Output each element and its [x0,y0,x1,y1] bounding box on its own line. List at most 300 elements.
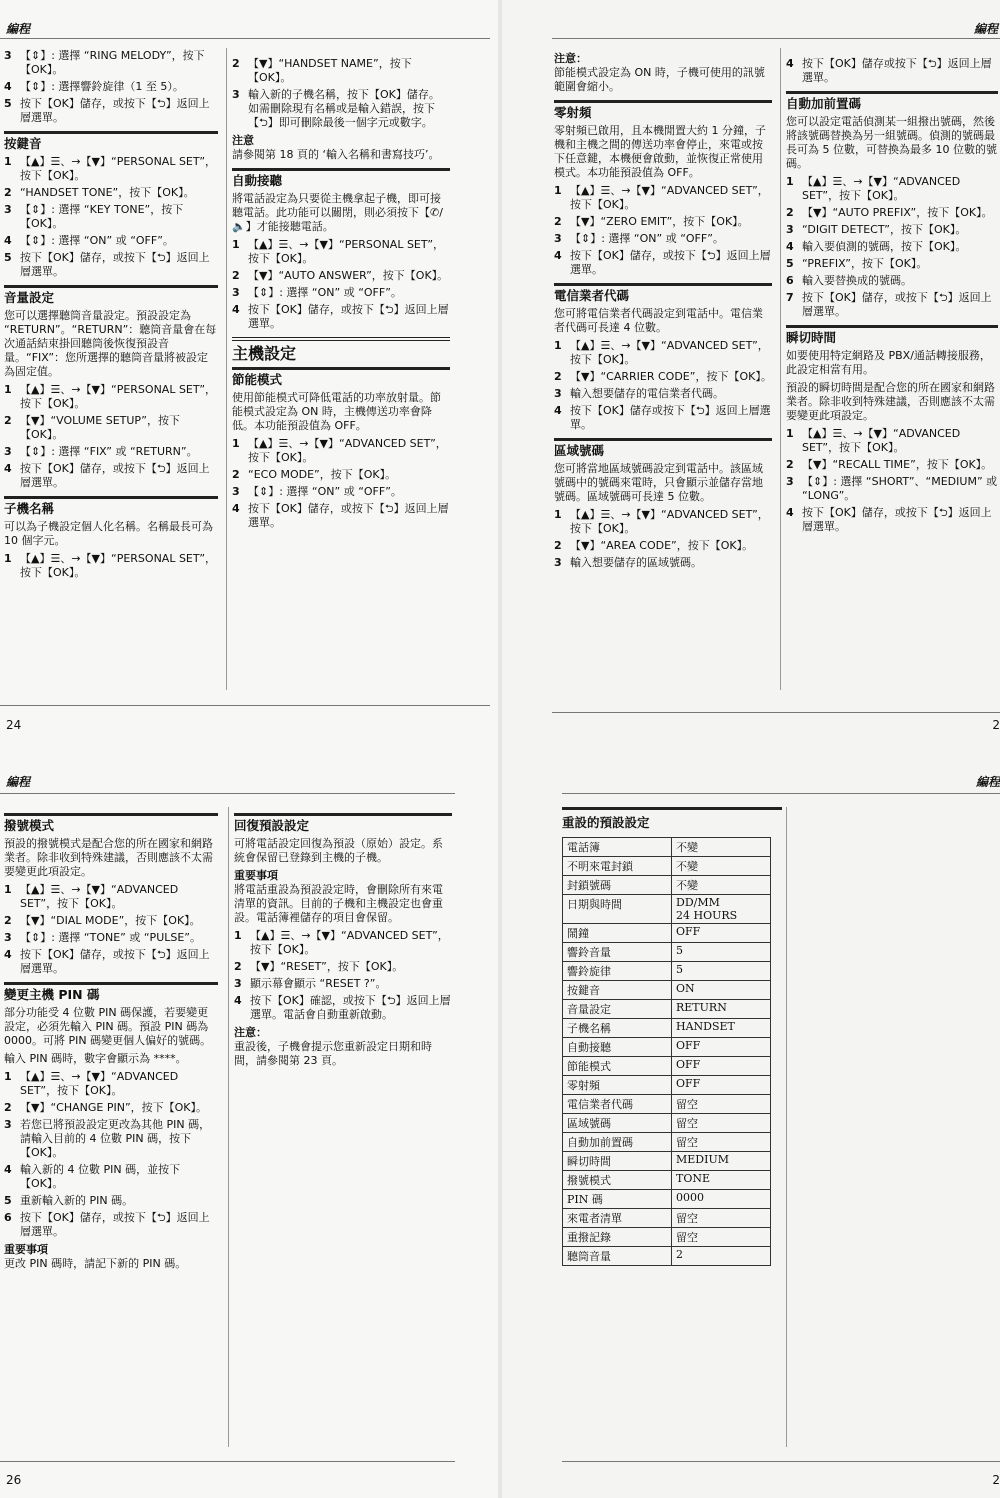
step-text: 【▲】☰、→【▼】“ADVANCED SET”，按下【OK】。 [20,883,179,910]
book-gutter [498,0,502,1498]
step-number: 3 [4,931,12,944]
default-value-cell: 留空 [672,1114,771,1133]
table-row [563,1247,771,1266]
instruction-step [4,1211,218,1239]
section-heading: 變更主機 PIN 碼 [4,982,218,1002]
step-number: 6 [786,274,794,287]
instruction-step [4,186,218,200]
step-text: 按下【OK】確認，或按下【⮌】返回上層選單。電話會自動重新啟動。 [250,994,451,1021]
instruction-step [786,291,998,319]
paragraph: 部分功能受 4 位數 PIN 碼保護，若要變更設定，必須先輸入 PIN 碼。預設 PIN 碼為 0000。可將 PIN 碼變更個人偏好的號碼。 [4,1006,212,1047]
step-text: 【▼】“CHANGE PIN”，按下【OK】。 [20,1101,208,1114]
step-number: 1 [554,508,562,521]
step-text: 按下【OK】儲存，或按下【⮌】返回上層選單。 [248,303,449,330]
paragraph: 重設後，子機會提示您重新設定日期和時間，請參閱第 23 頁。 [234,1040,432,1067]
section-heading: 主機設定 [232,337,450,361]
instruction-step [4,1194,218,1208]
instruction-step [4,552,218,580]
step-number: 2 [232,269,240,282]
page-number: 2 [992,1473,1000,1487]
step-number: 3 [232,88,240,101]
instruction-step [234,994,452,1022]
instruction-step [554,339,772,367]
column-divider [786,807,787,1447]
step-number: 4 [4,462,12,475]
paragraph: 零射頻已啟用，且本機閒置大約 1 分鐘，子機和主機之間的傳送功率會停止，來電或按下任意鍵，本機便會啟動，並恢復正常使用模式。本功能預設值為 OFF。 [554,124,766,179]
paragraph: 您可以設定電話偵測某一組撥出號碼，然後將該號碼替換為另一組號碼。偵測的號碼最長可為 5 位數，可替換為最多 10 位數的號碼。 [786,115,997,170]
instruction-step [232,437,450,465]
instruction-step [4,1118,218,1160]
step-number: 3 [234,977,242,990]
setting-name-cell: 自動接聽 [563,1038,672,1057]
instruction-step [786,57,998,85]
table-row [563,857,771,876]
step-text: 【⇕】: 選擇 “KEY TONE”，按下【OK】。 [20,203,184,230]
step-text: 重新輸入新的 PIN 碼。 [20,1194,134,1207]
step-number: 3 [232,286,240,299]
default-value-cell: 5 [672,962,771,981]
step-text: 輸入想要儲存的區域號碼。 [570,556,702,569]
step-text: “ECO MODE”，按下【OK】。 [248,468,397,481]
page-header: 編程 [975,775,1000,789]
paragraph: 如要使用特定網路及 PBX/通話轉接服務，此設定相當有用。 [786,349,991,376]
section-heading: 按鍵音 [4,131,218,151]
step-number: 1 [234,929,242,942]
step-text: 顯示幕會顯示 “RESET ?”。 [250,977,387,990]
paragraph: 節能模式設定為 ON 時，子機可使用的訊號範圍會縮小。 [554,66,765,93]
setting-name-cell: 日期與時間 [563,895,672,924]
step-text: 【▲】☰、→【▼】“ADVANCED SET”，按下【OK】。 [570,339,769,366]
step-number: 5 [4,97,12,110]
instruction-step [786,274,998,288]
step-number: 2 [234,960,242,973]
section-heading: 電信業者代碼 [554,283,772,303]
setting-name-cell: 電話簿 [563,838,672,857]
page-header: 編程 [6,22,31,36]
footer-rule [0,705,490,706]
instruction-step [4,49,218,77]
column-divider [226,48,227,690]
default-value-cell: 不變 [672,876,771,895]
paragraph: 將電話重設為預設設定時，會刪除所有來電清單的資訊。目前的子機和主機設定也會重設。電話簿裡儲存的項目會保留。 [234,883,443,924]
step-number: 2 [232,57,240,70]
step-number: 4 [232,502,240,515]
step-number: 1 [4,552,12,565]
note-heading: 注意： [554,52,587,65]
instruction-step [4,80,218,94]
default-value-cell: OFF [672,924,771,943]
default-value-cell: 留空 [672,1095,771,1114]
step-text: 按下【OK】儲存，或按下【⮌】返回上層選單。 [570,249,771,276]
step-number: 1 [4,155,12,168]
setting-name-cell: PIN 碼 [563,1190,672,1209]
footer-rule [552,712,1000,713]
section-heading: 零射頻 [554,100,772,120]
step-number: 2 [4,414,12,427]
instruction-step [786,223,998,237]
step-text: 按下【OK】儲存，或按下【⮌】返回上層選單。 [20,948,210,975]
header-rule [0,793,455,794]
section-heading: 自動接聽 [232,168,450,188]
paragraph: 請參閱第 18 頁的 ‘輸入名稱和書寫技巧’。 [232,148,440,161]
table-row [563,1019,771,1038]
instruction-step [232,238,450,266]
table-row [563,1133,771,1152]
step-number: 1 [786,427,794,440]
table-row [563,1057,771,1076]
step-number: 4 [554,404,562,417]
column-right [786,56,998,537]
step-text: 【▲】☰、→【▼】“ADVANCED SET”，按下【OK】。 [248,437,447,464]
setting-name-cell: 撥號模式 [563,1171,672,1190]
step-number: 2 [4,186,12,199]
table-row [563,1076,771,1095]
table-row [563,1171,771,1190]
reset-defaults-section [562,807,782,1266]
instruction-step [786,206,998,220]
step-number: 2 [4,1101,12,1114]
note-heading: 注意： [234,1026,267,1039]
instruction-step [554,249,772,277]
footer-rule [562,1461,1000,1462]
step-text: 輸入想要儲存的電信業者代碼。 [570,387,724,400]
default-value-cell: RETURN [672,1000,771,1019]
step-text: “DIGIT DETECT”，按下【OK】。 [802,223,967,236]
default-value-cell: TONE [672,1171,771,1190]
default-value-cell: 2 [672,1247,771,1266]
instruction-step [234,929,452,957]
default-value-cell: 留空 [672,1209,771,1228]
step-text: 【▼】“VOLUME SETUP”，按下【OK】。 [20,414,180,441]
step-text: 【▲】☰、→【▼】“PERSONAL SET”，按下【OK】。 [20,383,217,410]
page-number: 26 [6,1473,22,1487]
step-number: 4 [234,994,242,1007]
step-text: 【▼】“DIAL MODE”，按下【OK】。 [20,914,201,927]
step-number: 4 [786,240,794,253]
instruction-step [554,539,772,553]
setting-name-cell: 重撥記錄 [563,1228,672,1247]
column-right [232,56,450,533]
setting-name-cell: 封鎖號碼 [563,876,672,895]
column-left [4,48,218,583]
table-title: 重設的預設設定 [562,807,782,831]
step-text: 【⇕】: 選擇 “ON” 或 “OFF”。 [248,485,402,498]
instruction-step [4,462,218,490]
step-text: 輸入新的 4 位數 PIN 碼，並按下【OK】。 [20,1163,181,1190]
table-row [563,943,771,962]
step-text: 【⇕】: 選擇 “ON” 或 “OFF”。 [570,232,724,245]
step-number: 1 [4,883,12,896]
step-number: 4 [554,249,562,262]
step-number: 3 [4,445,12,458]
default-value-cell: MEDIUM [672,1152,771,1171]
instruction-step [4,445,218,459]
paragraph: 輸入 PIN 碼時，數字會顯示為 ****。 [4,1052,187,1065]
step-text: 按下【OK】儲存，或按下【⮌】返回上層選單。 [802,506,992,533]
step-number: 6 [4,1211,12,1224]
footer-rule [0,1461,455,1462]
step-number: 1 [554,339,562,352]
instruction-step [232,502,450,530]
setting-name-cell: 來電者清單 [563,1209,672,1228]
step-text: 按下【OK】儲存，或按下【⮌】返回上層選單。 [20,97,210,124]
setting-name-cell: 區域號碼 [563,1114,672,1133]
instruction-step [786,506,998,534]
step-text: 【⇕】: 選擇 “TONE” 或 “PULSE”。 [20,931,202,944]
step-text: 【▼】“RECALL TIME”，按下【OK】。 [802,458,993,471]
instruction-step [554,556,772,570]
step-number: 3 [554,387,562,400]
table-row [563,1038,771,1057]
setting-name-cell: 不明來電封鎖 [563,857,672,876]
instruction-step [4,155,218,183]
setting-name-cell: 自動加前置碼 [563,1133,672,1152]
step-text: 【▼】“CARRIER CODE”，按下【OK】。 [570,370,772,383]
column-left [4,807,218,1275]
section-heading: 音量設定 [4,285,218,305]
instruction-step [4,251,218,279]
instruction-step [4,414,218,442]
instruction-step [786,175,998,203]
table-row [563,1114,771,1133]
instruction-step [554,387,772,401]
step-number: 4 [232,303,240,316]
instruction-step [232,57,450,85]
step-number: 4 [4,234,12,247]
setting-name-cell: 子機名稱 [563,1019,672,1038]
step-number: 1 [786,175,794,188]
step-text: 【▲】☰、→【▼】“ADVANCED SET”，按下【OK】。 [250,929,449,956]
page-26 [0,749,500,1498]
instruction-step [554,215,772,229]
instruction-step [4,203,218,231]
default-value-cell: 5 [672,943,771,962]
column-divider [780,48,781,690]
section-heading: 節能模式 [232,367,450,387]
paragraph: 預設的瞬切時間是配合您的所在國家和網路業者。除非收到特殊建議，否則應該不太需要變更此項設定。 [786,381,995,422]
table-row [563,1209,771,1228]
setting-name-cell: 音量設定 [563,1000,672,1019]
header-rule [552,38,1000,39]
step-number: 4 [786,506,794,519]
step-number: 3 [786,475,794,488]
step-number: 1 [232,437,240,450]
table-row [563,1000,771,1019]
step-text: “PREFIX”，按下【OK】。 [802,257,928,270]
step-number: 5 [786,257,794,270]
step-text: 【▲】☰、→【▼】“PERSONAL SET”，按下【OK】。 [20,552,217,579]
note-heading: 注意 [232,134,254,147]
default-value-cell: 留空 [672,1228,771,1247]
step-number: 3 [554,556,562,569]
step-number: 2 [232,468,240,481]
instruction-step [786,458,998,472]
step-text: 按下【OK】儲存，或按下【⮌】返回上層選單。 [20,251,210,278]
step-number: 3 [786,223,794,236]
paragraph: 您可將電信業者代碼設定到電話中。電信業者代碼可長達 4 位數。 [554,307,763,334]
step-number: 1 [232,238,240,251]
instruction-step [4,931,218,945]
note-heading: 重要事項 [4,1243,48,1256]
step-text: 【▲】☰、→【▼】“ADVANCED SET”，按下【OK】。 [570,184,769,211]
table-row [563,1152,771,1171]
step-text: 【⇕】: 選擇 “FIX” 或 “RETURN”。 [20,445,198,458]
column-left [554,48,772,573]
step-number: 3 [4,49,12,62]
step-number: 3 [232,485,240,498]
table-row [563,924,771,943]
step-text: 按下【OK】儲存或按下【⮌】返回上層選單。 [570,404,771,431]
instruction-step [554,184,772,212]
step-text: 【⇕】: 選擇響鈴旋律（1 至 5）。 [20,80,184,93]
step-number: 3 [554,232,562,245]
page-25 [502,0,1000,749]
paragraph: 將電話設定為只要從主機拿起子機，即可接聽電話。此功能可以關閉，則必須按下【✆/🔈】才能接聽電話。 [232,192,443,233]
step-number: 2 [786,458,794,471]
default-value-cell: ON [672,981,771,1000]
instruction-step [4,1101,218,1115]
step-text: 按下【OK】儲存，或按下【⮌】返回上層選單。 [20,462,210,489]
column-right [234,807,452,1072]
instruction-step [786,257,998,271]
setting-name-cell: 響鈴旋律 [563,962,672,981]
step-text: 【▼】“HANDSET NAME”，按下【OK】。 [248,57,412,84]
default-value-cell: 0000 [672,1190,771,1209]
default-value-cell: 不變 [672,838,771,857]
step-text: 【⇕】: 選擇 “RING MELODY”，按下【OK】。 [20,49,205,76]
step-number: 5 [4,1194,12,1207]
table-row [563,876,771,895]
step-text: 【▼】“AUTO ANSWER”，按下【OK】。 [248,269,449,282]
step-number: 5 [4,251,12,264]
step-number: 2 [786,206,794,219]
step-text: 【▲】☰、→【▼】“PERSONAL SET”，按下【OK】。 [20,155,217,182]
step-number: 2 [554,215,562,228]
instruction-step [232,485,450,499]
instruction-step [4,1163,218,1191]
step-text: 【▼】“RESET”，按下【OK】。 [250,960,404,973]
instruction-step [234,977,452,991]
step-text: 按下【OK】儲存或按下【⮌】返回上層選單。 [802,57,992,84]
step-number: 1 [554,184,562,197]
instruction-step [554,232,772,246]
setting-name-cell: 鬧鐘 [563,924,672,943]
section-heading: 子機名稱 [4,496,218,516]
setting-name-cell: 按鍵音 [563,981,672,1000]
paragraph: 預設的撥號模式是配合您的所在國家和網路業者。除非收到特殊建議，否則應該不太需要變更此項設定。 [4,837,213,878]
paragraph: 您可以選擇聽筒音量設定。預設設定為 “RETURN”。“RETURN”：聽筒音量會在每次通話結束掛回聽筒後恢復預設音量。“FIX”：您所選擇的聽筒音量將被設定為固定值。 [4,309,217,378]
default-value-cell: DD/MM 24 HOURS [672,895,771,924]
setting-name-cell: 瞬切時間 [563,1152,672,1171]
section-heading: 回復預設設定 [234,813,452,833]
step-text: 【▼】“AREA CODE”，按下【OK】。 [570,539,754,552]
default-value-cell: OFF [672,1038,771,1057]
default-value-cell: OFF [672,1076,771,1095]
paragraph: 您可將當地區域號碼設定到電話中。該區域號碼中的號碼來電時，只會顯示並儲存當地號碼。區域號碼可長達 5 位數。 [554,462,763,503]
table-row [563,895,771,924]
instruction-step [554,404,772,432]
header-rule [562,793,1000,794]
step-text: 【▼】“AUTO PREFIX”，按下【OK】。 [802,206,993,219]
instruction-step [4,383,218,411]
table-row [563,981,771,1000]
setting-name-cell: 節能模式 [563,1057,672,1076]
step-number: 4 [4,1163,12,1176]
step-text: 按下【OK】儲存，或按下【⮌】返回上層選單。 [248,502,449,529]
step-text: 輸入新的子機名稱，按下【OK】儲存。如需刪除現有名稱或是輸入錯誤，按下【⮌】即可刪除最後一個字元或數字。 [248,88,440,129]
page-header: 編程 [6,775,31,789]
step-text: 【▲】☰、→【▼】“ADVANCED SET”，按下【OK】。 [20,1070,179,1097]
instruction-step [234,960,452,974]
instruction-step [4,1070,218,1098]
step-number: 7 [786,291,794,304]
note-heading: 重要事項 [234,869,278,882]
step-text: 輸入要偵測的號碼，按下【OK】。 [802,240,967,253]
instruction-step [4,948,218,976]
page-27 [502,749,1000,1498]
step-text: “HANDSET TONE”，按下【OK】。 [20,186,195,199]
instruction-step [4,914,218,928]
section-heading: 撥號模式 [4,813,218,833]
instruction-step [4,97,218,125]
header-rule [0,38,490,39]
table-row [563,1190,771,1209]
section-heading: 自動加前置碼 [786,91,998,111]
setting-name-cell: 響鈴音量 [563,943,672,962]
step-number: 4 [4,948,12,961]
table-row [563,838,771,857]
step-text: 【▲】☰、→【▼】“ADVANCED SET”，按下【OK】。 [570,508,769,535]
default-value-cell: HANDSET [672,1019,771,1038]
page-number: 24 [6,718,22,732]
page-24 [0,0,500,749]
table-row [563,962,771,981]
instruction-step [786,427,998,455]
setting-name-cell: 聽筒音量 [563,1247,672,1266]
instruction-step [786,475,998,503]
step-number: 2 [4,914,12,927]
step-text: 【▲】☰、→【▼】“PERSONAL SET”，按下【OK】。 [248,238,445,265]
step-number: 3 [4,1118,12,1131]
step-number: 1 [4,1070,12,1083]
paragraph: 可將電話設定回復為預設（原始）設定。系統會保留已登錄到主機的子機。 [234,837,443,864]
instruction-step [554,370,772,384]
instruction-step [232,286,450,300]
page-header: 編程 [973,22,998,36]
column-divider [228,807,229,1447]
instruction-step [232,269,450,283]
step-number: 3 [4,203,12,216]
step-text: 【▲】☰、→【▼】“ADVANCED SET”，按下【OK】。 [802,427,961,454]
step-text: 若您已將預設設定更改為其他 PIN 碼，請輸入目前的 4 位數 PIN 碼，按下【OK】。 [20,1118,211,1159]
instruction-step [4,883,218,911]
instruction-step [232,303,450,331]
default-value-cell: 不變 [672,857,771,876]
step-text: 按下【OK】儲存，或按下【⮌】返回上層選單。 [802,291,992,318]
step-text: 按下【OK】儲存，或按下【⮌】返回上層選單。 [20,1211,210,1238]
step-text: 【⇕】: 選擇 “ON” 或 “OFF”。 [248,286,402,299]
step-text: 【▲】☰、→【▼】“ADVANCED SET”，按下【OK】。 [802,175,961,202]
step-number: 2 [554,370,562,383]
table-row [563,1228,771,1247]
setting-name-cell: 電信業者代碼 [563,1095,672,1114]
instruction-step [786,240,998,254]
step-number: 1 [4,383,12,396]
instruction-step [232,468,450,482]
paragraph: 可以為子機設定個人化名稱。名稱最長可為 10 個字元。 [4,520,213,547]
instruction-step [232,88,450,130]
instruction-step [554,508,772,536]
